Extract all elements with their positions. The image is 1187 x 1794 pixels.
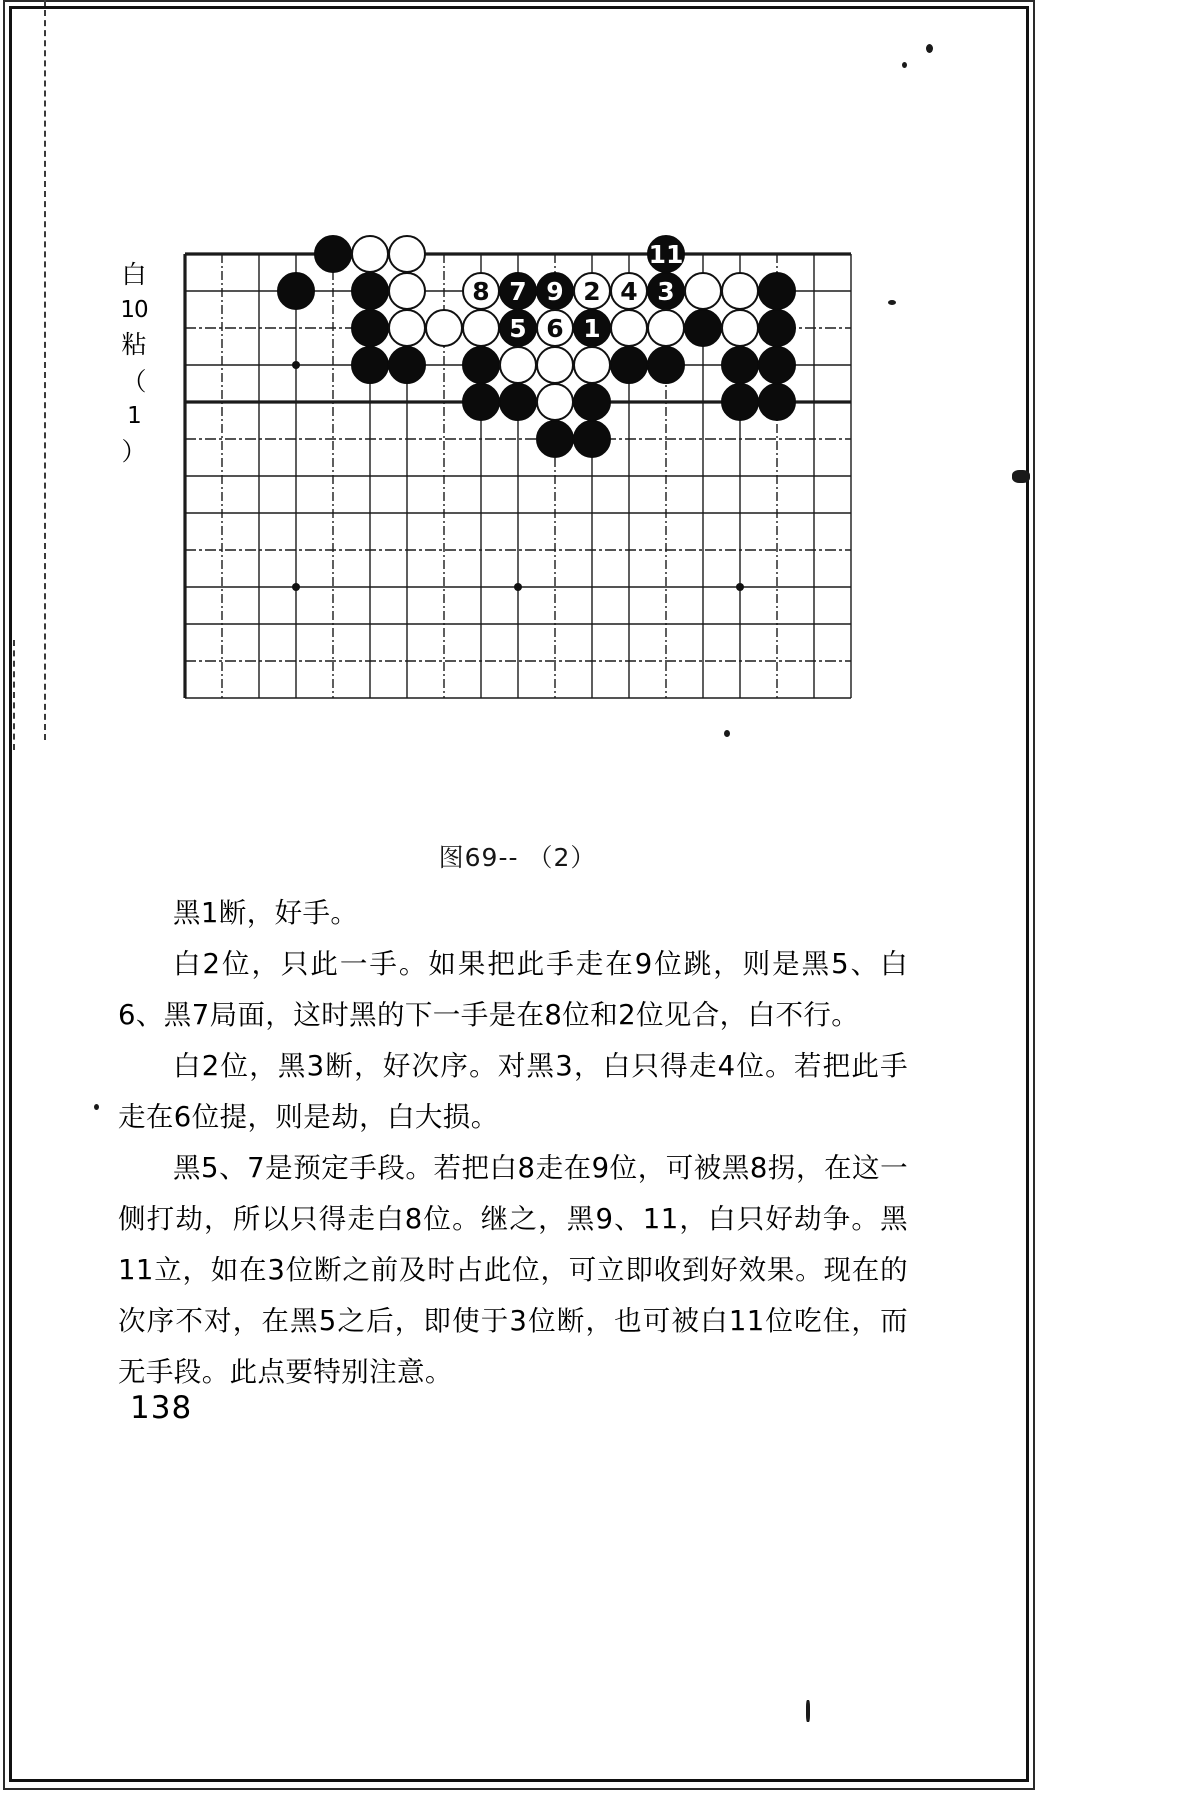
go-stone-black-move-1: 1 <box>573 309 611 347</box>
go-stone-white <box>721 272 759 310</box>
go-stone-white-move-2: 2 <box>573 272 611 310</box>
go-stone-black-move-3: 3 <box>647 272 685 310</box>
go-stone-white <box>610 309 648 347</box>
go-stone-white <box>721 309 759 347</box>
go-stone-black <box>462 383 500 421</box>
body-text-block <box>118 888 908 1398</box>
go-stone-white <box>573 346 611 384</box>
go-stone-black-move-9: 9 <box>536 272 574 310</box>
go-stone-white <box>536 346 574 384</box>
annotation-char-white: 白 <box>121 260 147 289</box>
annotation-move-number: 10 <box>120 296 148 323</box>
scan-speck <box>888 300 896 305</box>
go-stone-black <box>462 346 500 384</box>
scan-gutter <box>1035 0 1187 1794</box>
go-stone-white <box>499 346 537 384</box>
go-stone-white <box>462 309 500 347</box>
scan-speck <box>1012 470 1030 483</box>
go-stone-black <box>721 346 759 384</box>
go-stone-black <box>388 346 426 384</box>
go-stone-white-move-6: 6 <box>536 309 574 347</box>
annotation-paren-number: 1 <box>127 403 141 430</box>
move-annotation-vertical-label <box>116 258 152 472</box>
go-stone-black <box>314 235 352 273</box>
go-stone-white-move-4: 4 <box>610 272 648 310</box>
go-stone-white-move-8: 8 <box>462 272 500 310</box>
annotation-paren-close: ） <box>121 437 147 467</box>
go-stone-white <box>388 272 426 310</box>
go-stone-black <box>647 346 685 384</box>
annotation-paren-open: （ <box>121 366 147 396</box>
go-stone-black <box>573 383 611 421</box>
scan-spine-dashed-line <box>44 0 46 740</box>
go-stone-black <box>351 309 389 347</box>
scan-speck <box>926 44 933 53</box>
scan-speck <box>902 62 907 68</box>
scan-speck <box>94 1104 99 1110</box>
go-stone-white <box>684 272 722 310</box>
go-stone-black <box>277 272 315 310</box>
scan-speck <box>806 1700 810 1722</box>
page-number: 138 <box>130 1390 193 1426</box>
go-stone-black <box>499 383 537 421</box>
body-paragraph: 黑5、7是预定手段。若把白8走在9位，可被黑8拐，在这一侧打劫，所以只得走白8位。继之，黑9、11，白只好劫争。黑11立，如在3位断之前及时占此位，可立即收到好效果。现在的次序不对，在黑5之后，即使于3位断，也可被白11位吃住，而无手段。此点要特别注意。 <box>118 1152 908 1388</box>
go-stone-black-move-7: 7 <box>499 272 537 310</box>
go-stone-black <box>721 383 759 421</box>
go-stone-black <box>610 346 648 384</box>
go-stone-white <box>388 235 426 273</box>
go-stone-white <box>351 235 389 273</box>
go-stone-white <box>536 383 574 421</box>
go-stone-black <box>758 272 796 310</box>
go-stone-white <box>647 309 685 347</box>
go-board-diagram <box>183 239 883 714</box>
go-stone-black <box>758 309 796 347</box>
go-stone-white <box>388 309 426 347</box>
scan-spine-dashed-line-lower <box>13 640 15 750</box>
annotation-char-connect: 粘 <box>121 330 147 360</box>
body-paragraph: 白2位，只此一手。如果把此手走在9位跳，则是黑5、白6、黑7局面，这时黑的下一手是在8位和2位见合，白不行。 <box>118 948 908 1031</box>
go-stone-black <box>351 346 389 384</box>
scan-speck <box>724 730 730 737</box>
body-paragraph: 黑1断，好手。 <box>173 897 359 929</box>
go-stone-black <box>536 420 574 458</box>
go-stone-black <box>351 272 389 310</box>
go-stone-black <box>758 383 796 421</box>
figure-caption: 图69-- （2） <box>438 843 597 872</box>
go-stone-black <box>758 346 796 384</box>
go-stone-black <box>573 420 611 458</box>
go-stone-black <box>684 309 722 347</box>
go-stone-white <box>425 309 463 347</box>
body-paragraph: 白2位，黑3断，好次序。对黑3，白只得走4位。若把此手走在6位提，则是劫，白大损。 <box>118 1050 908 1133</box>
go-stone-black-move-11: 11 <box>647 235 685 273</box>
go-stone-black-move-5: 5 <box>499 309 537 347</box>
